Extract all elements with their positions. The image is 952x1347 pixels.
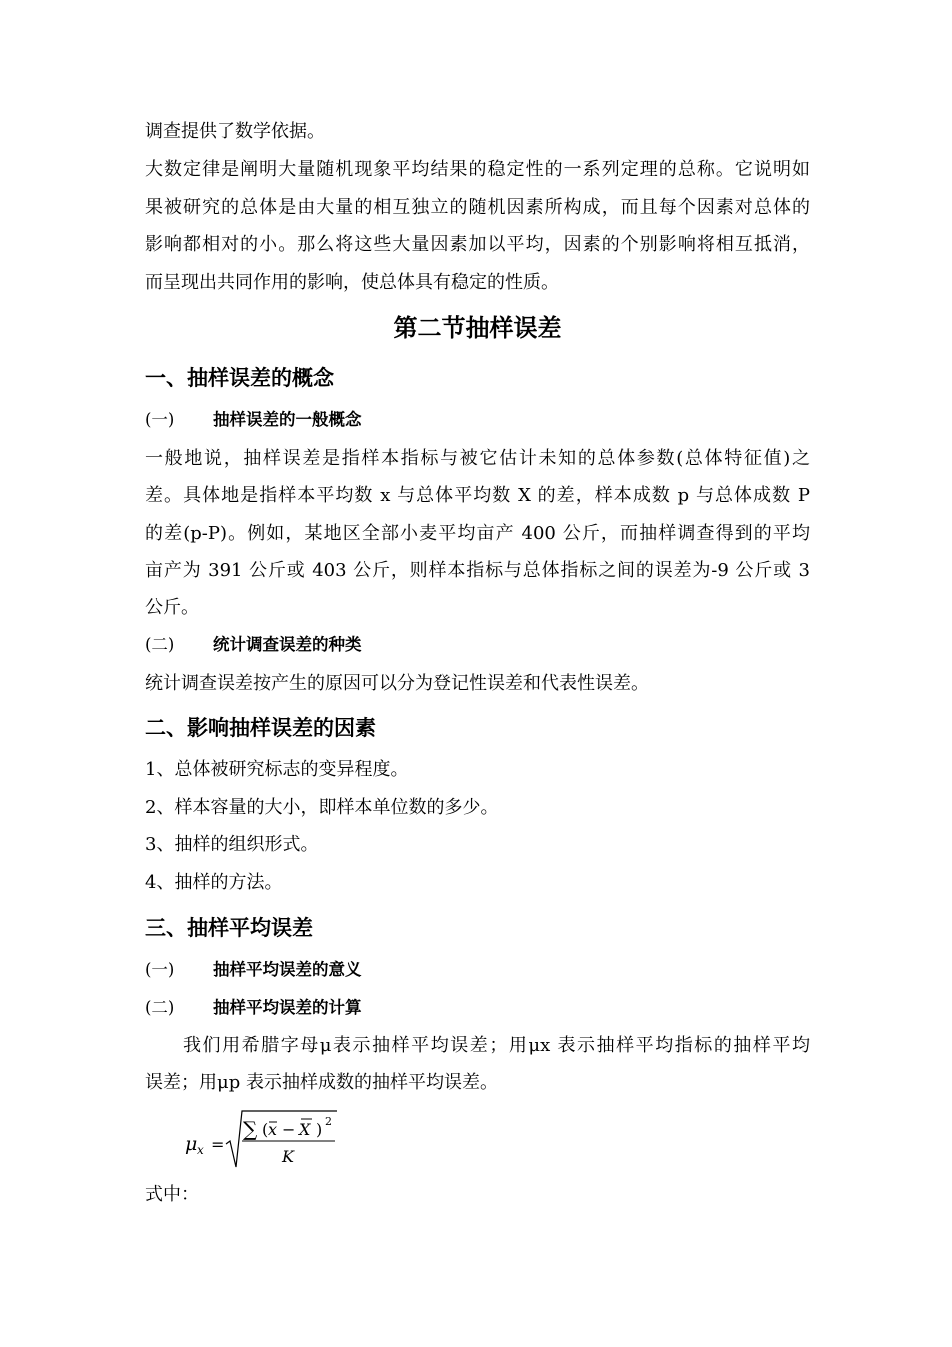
part3-heading: 三、抽样平均误差 [145, 916, 313, 940]
intro-line-3: 果被研究的总体是由大量的相互独立的随机因素所构成，而且每个因素对总体的 [145, 197, 810, 218]
part1-sub2-heading [145, 631, 362, 659]
part2-item-1: 1、总体被研究标志的变异程度。 [145, 759, 409, 780]
part2-item-3: 3、抽样的组织形式。 [145, 834, 319, 855]
part1-sub2-title: 统计调查误差的种类 [213, 635, 362, 654]
formula-minus: − [282, 1120, 296, 1139]
formula-equals: = [211, 1135, 225, 1154]
part3-sub2-title: 抽样平均误差的计算 [213, 998, 362, 1017]
part1-sub1-line-1: 一般地说，抽样误差是指样本指标与被它估计未知的总体参数(总体特征值)之 [145, 448, 810, 469]
formula-denominator: K [282, 1147, 294, 1166]
part1-sub1-marker: (一) [145, 410, 175, 429]
part1-sub1-line-5: 公斤。 [145, 597, 199, 618]
part1-sub1-line-3: 的差(p-P)。例如，某地区全部小麦平均亩产 400 公斤，而抽样调查得到的平均 [145, 523, 810, 544]
intro-line-5: 而呈现出共同作用的影响，使总体具有稳定的性质。 [145, 272, 559, 293]
part3-sub2-line-1: 我们用希腊字母μ表示抽样平均误差；用μx 表示抽样平均指标的抽样平均 [183, 1035, 810, 1056]
formula-Xbar: X [299, 1120, 311, 1139]
part1-sub1-title: 抽样误差的一般概念 [213, 410, 362, 429]
part1-sub2-line-1: 统计调查误差按产生的原因可以分为登记性误差和代表性误差。 [145, 673, 649, 694]
formula-lparen: ( [262, 1120, 269, 1139]
formula-rparen: ) [316, 1120, 323, 1139]
part1-sub1-heading [145, 406, 362, 434]
formula-exponent: 2 [325, 1115, 332, 1128]
part2-item-2: 2、样本容量的大小，即样本单位数的多少。 [145, 797, 499, 818]
formula-sum: ∑ [243, 1117, 258, 1141]
part3-sub2-marker: (二) [145, 998, 175, 1017]
part3-sub1-marker: (一) [145, 960, 175, 979]
formula-mu: μ [185, 1133, 198, 1155]
part2-item-4: 4、抽样的方法。 [145, 872, 283, 893]
part3-sub1-title: 抽样平均误差的意义 [213, 960, 362, 979]
part1-sub1-line-2: 差。具体地是指样本平均数 x 与总体平均数 X 的差，样本成数 p 与总体成数 P [145, 485, 810, 506]
part1-sub2-marker: (二) [145, 635, 175, 654]
part1-heading: 一、抽样误差的概念 [145, 366, 334, 390]
part2-heading: 二、影响抽样误差的因素 [145, 716, 376, 740]
part3-sub2-line-2: 误差；用μp 表示抽样成数的抽样平均误差。 [145, 1072, 498, 1093]
section-title: 第二节抽样误差 [393, 314, 562, 342]
intro-line-4: 影响都相对的小。那么将这些大量因素加以平均，因素的个别影响将相互抵消， [145, 234, 810, 255]
formula-mu-subscript: x [197, 1143, 204, 1157]
formula-xbar: x [268, 1120, 278, 1139]
part1-sub1-line-4: 亩产为 391 公斤或 403 公斤，则样本指标与总体指标之间的误差为-9 公斤或 3 [145, 560, 810, 581]
sampling-error-formula [183, 1106, 343, 1172]
intro-line-1: 调查提供了数学依据。 [145, 121, 325, 142]
part3-sub1-heading [145, 956, 362, 984]
after-formula-text: 式中： [145, 1184, 199, 1205]
part3-sub2-heading [145, 994, 362, 1022]
intro-line-2: 大数定律是阐明大量随机现象平均结果的稳定性的一系列定理的总称。它说明如 [145, 159, 810, 180]
